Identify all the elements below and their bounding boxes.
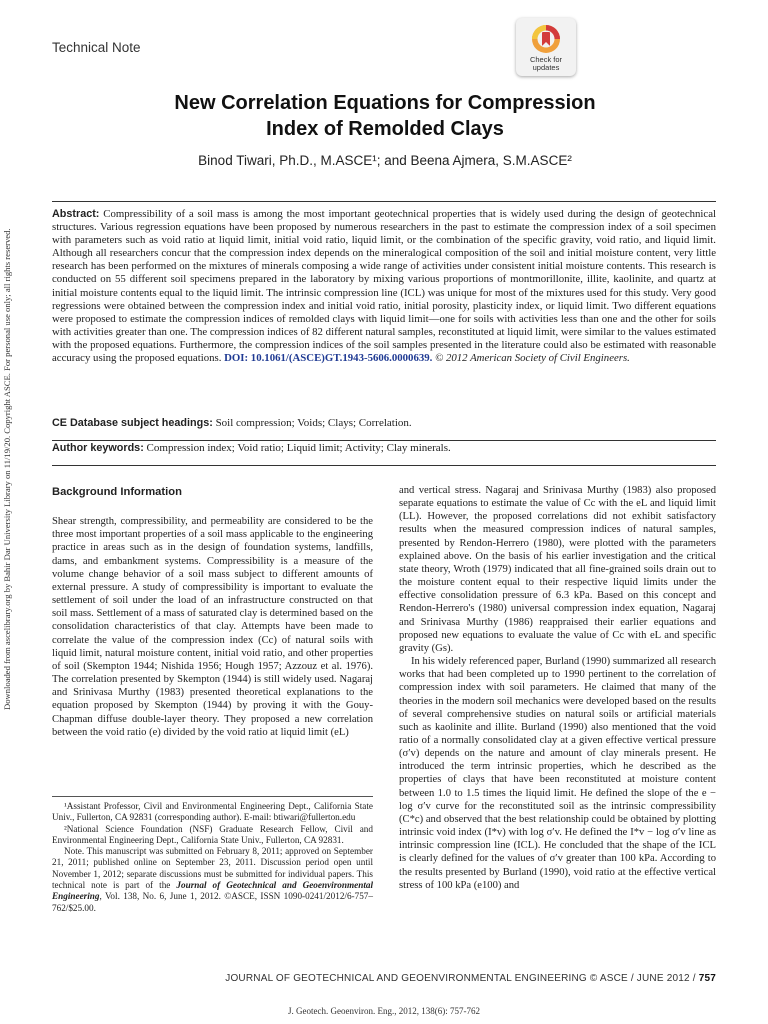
running-footer	[225, 973, 716, 984]
badge-label-line2: updates	[532, 63, 560, 72]
abstract-text: Compressibility of a soil mass is among the most important geotechnical properties that is widely used during the design of geotechnical structures. Various regression equations have been proposed by numerous researchers in the past to estimate the compression index of a soil specimen with parameters such as void ratio at liquid limit, initial void ratio, liquid limit, or the combination of the specific gravity, void ratio, and liquid limit. Although all researchers concur that the compression index depends on the mineralogical composition of the soil and initial moisture content, very little research has been performed on the mixtures of minerals composing a wide range of activities under consistent initial moisture contents. This research is conducted on 55 different soil specimens prepared in the laboratory by mixing various proportions of montmorillonite, illite, kaolinite, and quartz at initial moisture contents equal to the liquid limit. The intrinsic compression line (ICL) was unique for most of the mixtures used for this study. Very good regressions were obtained between the compression index and initial void ratio, initial porosity, plasticity index, or liquid limit. Two different equations were proposed to estimate the compression indices of remolded clays with liquid limit—one for soils with activities less than one and the other for soils with activities greater than one. The compression indices of 82 different natural samples, reconstituted at liquid limit, were similar to the values estimated with the proposed equations. Furthermore, the compression indices of the soil samples presented in the literature could also be estimated with reasonable accuracy using the proposed equations.	[52, 208, 716, 365]
body-paragraph: Shear strength, compressibility, and permeability are considered to be the three most important properties of a soil mass applicable to the engineering practice in areas such as in the design of foundation systems, landfills, dams, and embankment systems. Compressibility is a measure of the volume change behavior of a soil mass subject to different amounts of external pressure. A study of compressibility is important to evaluate the settlement of soil under the load of an infrastructure constructed on that soil mass. Settlement of a mass of saturated clay is determined based on the consolidation characteristics of that clay. Attempts have been made to correlate the value of the compression index (Cc) of natural soils with liquid limit, natural moisture content, initial void ratio, and other properties of soil (Skempton 1944; Nishida 1956; Hough 1957; Azzouz et al. 1976). The correlation presented by Skempton (1944) is still widely used. Nagaraj and Srinivasa Murthy (1983) presented theoretical explanations to the equation proposed by Skempton (1944) by proving it with the Gouy-Chapman diffuse double-layer theory. They proposed a new correlation between the void ratio (e) divided by the void ratio at liquid limit (eL)	[52, 516, 373, 738]
divider-bottom	[52, 465, 716, 466]
title-line-2: Index of Remolded Clays	[266, 118, 504, 140]
keywords-text: Compression index; Void ratio; Liquid limit; Activity; Clay minerals.	[146, 442, 451, 454]
section-heading: Background Information	[52, 486, 182, 498]
author-keywords	[52, 442, 716, 454]
divider-middle	[52, 440, 716, 441]
download-notice: Downloaded from ascelibrary.org by Bahir Dar University Library on 11/19/20. Copyright ASCE. For personal use only; all rights reserved.	[2, 228, 12, 710]
abstract	[52, 208, 716, 365]
keywords-label: Author keywords:	[52, 442, 144, 454]
footnotes	[52, 796, 373, 914]
divider-top	[52, 201, 716, 202]
check-for-updates-badge[interactable]	[516, 18, 576, 76]
page-number: 757	[698, 973, 716, 984]
title-line-1: New Correlation Equations for Compression	[174, 92, 596, 114]
note-tail: , Vol. 138, No. 6, June 1, 2012. ©ASCE, ISSN 1090-0241/2012/6-757–762/$25.00.	[52, 891, 373, 913]
ce-text: Soil compression; Voids; Clays; Correlation.	[215, 417, 412, 429]
body-paragraph: and vertical stress. Nagaraj and Srinivasa Murthy (1983) also proposed separate equations to estimate the value of Cc with the eL and liquid limit (LL). However, the proposed correlations did not exhibit satisfactory results when the measured compression indices of natural samples, presented by Rendon-Herrero (1980), were plotted with the parameters explained above. On the basis of his earlier investigation and the critical state theory, Wroth (1979) indicated that all fine-grained soils drain out to the moisture content equal to their respective liquid limits under the effective consolidation pressure of 6.3 kPa. Based on this concept and Rendon-Herrero's (1980) universal compression index equation, Nagaraj and Srinivasa Murthy (1986) reappraised their earlier equations and proposed new equations to evaluate the value of Cc with eL and specific gravity (Gs).	[399, 485, 716, 654]
footnote-1: ¹Assistant Professor, Civil and Environmental Engineering Dept., California State Univ., Fullerton, CA 92831 (corresponding author). E-mail: btiwari@fullerton.edu	[52, 801, 373, 823]
badge-label-line1: Check for	[529, 55, 563, 64]
author-list: Binod Tiwari, Ph.D., M.ASCE¹; and Beena Ajmera, S.M.ASCE²	[198, 153, 572, 168]
update-icon	[531, 24, 561, 54]
citation-line: J. Geotech. Geoenviron. Eng., 2012, 138(6): 757-762	[288, 1006, 480, 1016]
body-paragraph: In his widely referenced paper, Burland (1990) summarized all research works that had been completed up to 1990 pertinent to the correlation of compression index with soil parameters. He claimed that many of the theories in the modern soil mechanics were developed based on the results of several comprehensive studies on natural soils or artificial materials such as kaolinite and illite. Burland (1990) also mentioned that the void ratio of a normally consolidated clay at a given effective vertical pressure (σ′v) depends on the nature and amount of clay minerals present. He introduced the term intrinsic properties, which he described as the properties of clays that have been reconstituted at moisture content between 1.0 to 1.5 times the liquid limit. He defined the slope of the e − log σ′v curve for the reconstituted soil as the intrinsic compressibility (C*c) and observed that the best relationship could be obtained by plotting intrinsic void index (I*v) with log σ′v. He defined the I*v − log σ′v line as intrinsic compression line (ICL). He concluded that the shape of the ICL is clearly defined for the values of σ′v greater than 100 kPa. According to the results presented by Burland (1990), void ratio at the effective vertical stress of 100 kPa (e100) and	[399, 656, 716, 891]
article-type-label: Technical Note	[52, 40, 141, 55]
footnote-2: ²National Science Foundation (NSF) Graduate Research Fellow, Civil and Environmental Engineering Dept., California State Univ., Fullerton, CA 92831.	[52, 823, 373, 845]
manuscript-note	[52, 846, 373, 914]
journal-line: JOURNAL OF GEOTECHNICAL AND GEOENVIRONMENTAL ENGINEERING © ASCE / JUNE 2012 /	[225, 973, 696, 984]
right-column	[399, 484, 716, 892]
ce-label: CE Database subject headings:	[52, 417, 213, 429]
doi-link[interactable]: DOI: 10.1061/(ASCE)GT.1943-5606.0000639.	[224, 352, 433, 365]
copyright-notice: © 2012 American Society of Civil Engineers.	[435, 352, 630, 365]
paper-title	[60, 90, 710, 142]
note-text: Note. This manuscript was submitted on February 8, 2011; approved on September 21, 2011; published online on September 23, 2011. Discussion period open until November 1, 2012; separate discussions must be submitted for individual papers. This technical note is part of the	[52, 846, 373, 891]
ce-subject-headings	[52, 417, 716, 429]
left-column	[52, 484, 373, 739]
journal-name: Journal of Geotechnical and Geoenvironmental Engineering	[52, 880, 374, 902]
abstract-label: Abstract:	[52, 208, 100, 220]
